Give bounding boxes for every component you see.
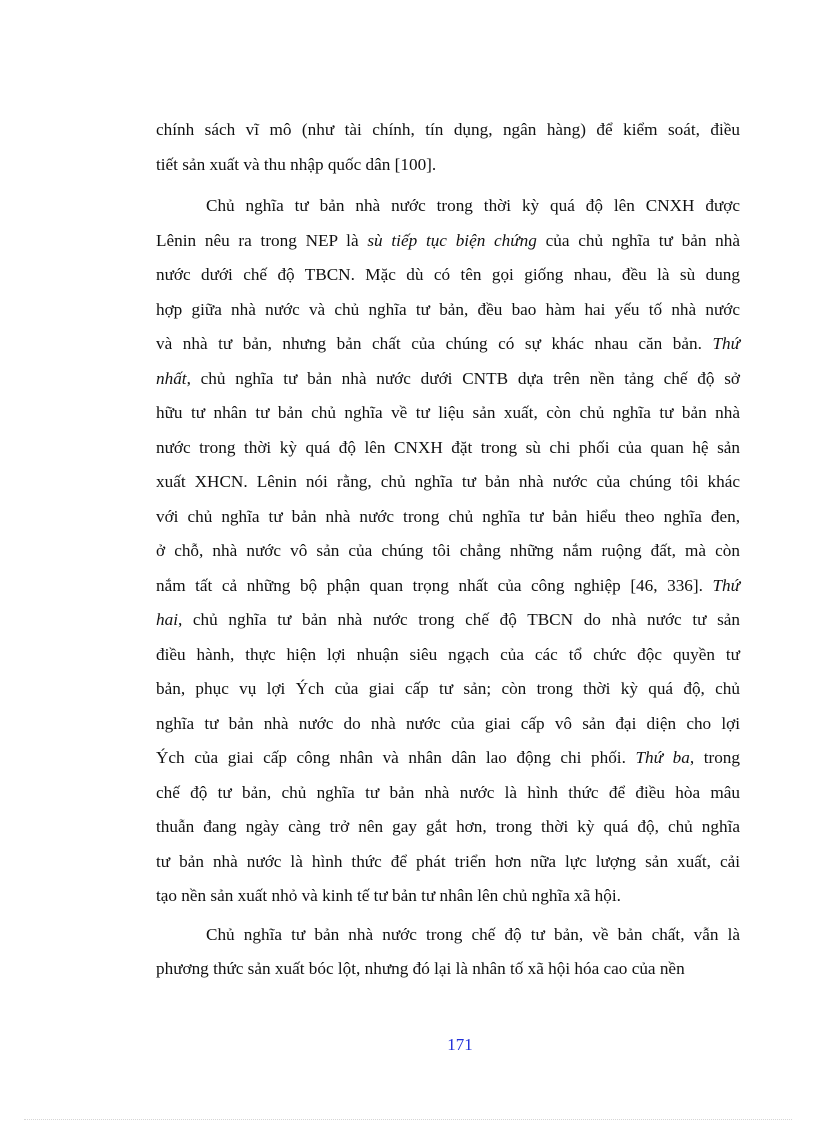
italic-phrase: Thứ ba [635, 748, 690, 767]
italic-phrase: Thứ [712, 575, 740, 595]
paragraph-start-line: Chủ nghĩa tư bản nhà nước trong chế độ tư bản, về bản chất, vẫn là [206, 924, 740, 944]
text-line: nghĩa tư bản nhà nước do nhà nước của giai cấp vô sản đại diện cho lợi [156, 713, 740, 733]
page-bottom-divider [24, 1119, 792, 1120]
text-line: với chủ nghĩa tư bản nhà nước trong chủ nghĩa tư bản hiểu theo nghĩa đen, [156, 506, 740, 526]
italic-phrase: hai [156, 610, 178, 629]
paragraph-start-line: Chủ nghĩa tư bản nhà nước trong thời kỳ quá độ lên CNXH được [206, 196, 740, 215]
text-line: tạo nền sản xuất nhỏ và kinh tế tư bản tư nhân lên chủ nghĩa xã hội. [156, 886, 621, 905]
text-line: chế độ tư bản, chủ nghĩa tư bản nhà nước là hình thức để điều hòa mâu [156, 782, 740, 802]
text-line: nhất, chủ nghĩa tư bản nhà nước dưới CNTB dựa trên nền tảng chế độ sở [156, 368, 740, 388]
text-line: Ých của giai cấp công nhân và nhân dân lao động chi phối. Thứ ba, trong [156, 748, 740, 767]
text-line: hai, chủ nghĩa tư bản nhà nước trong chế độ TBCN do nhà nước tư sản [156, 610, 740, 629]
text-line: hợp giữa nhà nước và chủ nghĩa tư bản, đều bao hàm hai yếu tố nhà nước [156, 299, 740, 319]
text-line: chính sách vĩ mô (như tài chính, tín dụng, ngân hàng) để kiểm soát, điều [156, 120, 740, 139]
text-line: thuẫn đang ngày càng trở nên gay gắt hơn, trong thời kỳ quá độ, chủ nghĩa [156, 817, 740, 836]
text-line: ở chỗ, nhà nước vô sản của chúng tôi chẳng những nắm ruộng đất, mà còn [156, 541, 740, 560]
italic-phrase: Thứ [712, 334, 740, 353]
text-line: hữu tư nhân tư bản chủ nghĩa về tư liệu sản xuất, còn chủ nghĩa tư bản nhà [156, 403, 740, 422]
text-line: nước dưới chế độ TBCN. Mặc dù có tên gọi giống nhau, đều là sù dung [156, 265, 740, 284]
text-line: và nhà tư bản, nhưng bản chất của chúng có sự khác nhau căn bản. Thứ [156, 334, 740, 353]
text-line: điều hành, thực hiện lợi nhuận siêu ngạch của các tổ chức độc quyền tư [156, 644, 740, 664]
italic-phrase: nhất [156, 368, 187, 388]
text-line: nước trong thời kỳ quá độ lên CNXH đặt trong sù chi phối của quan hệ sản [156, 437, 740, 457]
text-line: phương thức sản xuất bóc lột, nhưng đó lại là nhân tố xã hội hóa cao của nền [156, 959, 685, 978]
text-line: xuất XHCN. Lênin nói rằng, chủ nghĩa tư bản nhà nước của chúng tôi khác [156, 472, 740, 491]
page-number: 171 [447, 1035, 473, 1054]
text-line: Lênin nêu ra trong NEP là sù tiếp tục biện chứng của chủ nghĩa tư bản nhà [156, 230, 740, 250]
text-line: bản, phục vụ lợi Ých của giai cấp tư sản; còn trong thời kỳ quá độ, chủ [156, 679, 740, 698]
text-line: nắm tất cả những bộ phận quan trọng nhất của công nghiệp [46, 336]. Thứ [156, 575, 740, 595]
body-text [156, 113, 740, 987]
italic-phrase: sù tiếp tục biện chứng [367, 230, 537, 250]
text-line: tiết sản xuất và thu nhập quốc dân [100]. [156, 154, 437, 174]
text-line: tư bản nhà nước là hình thức để phát triển hơn nữa lực lượng sản xuất, cải [156, 851, 740, 871]
